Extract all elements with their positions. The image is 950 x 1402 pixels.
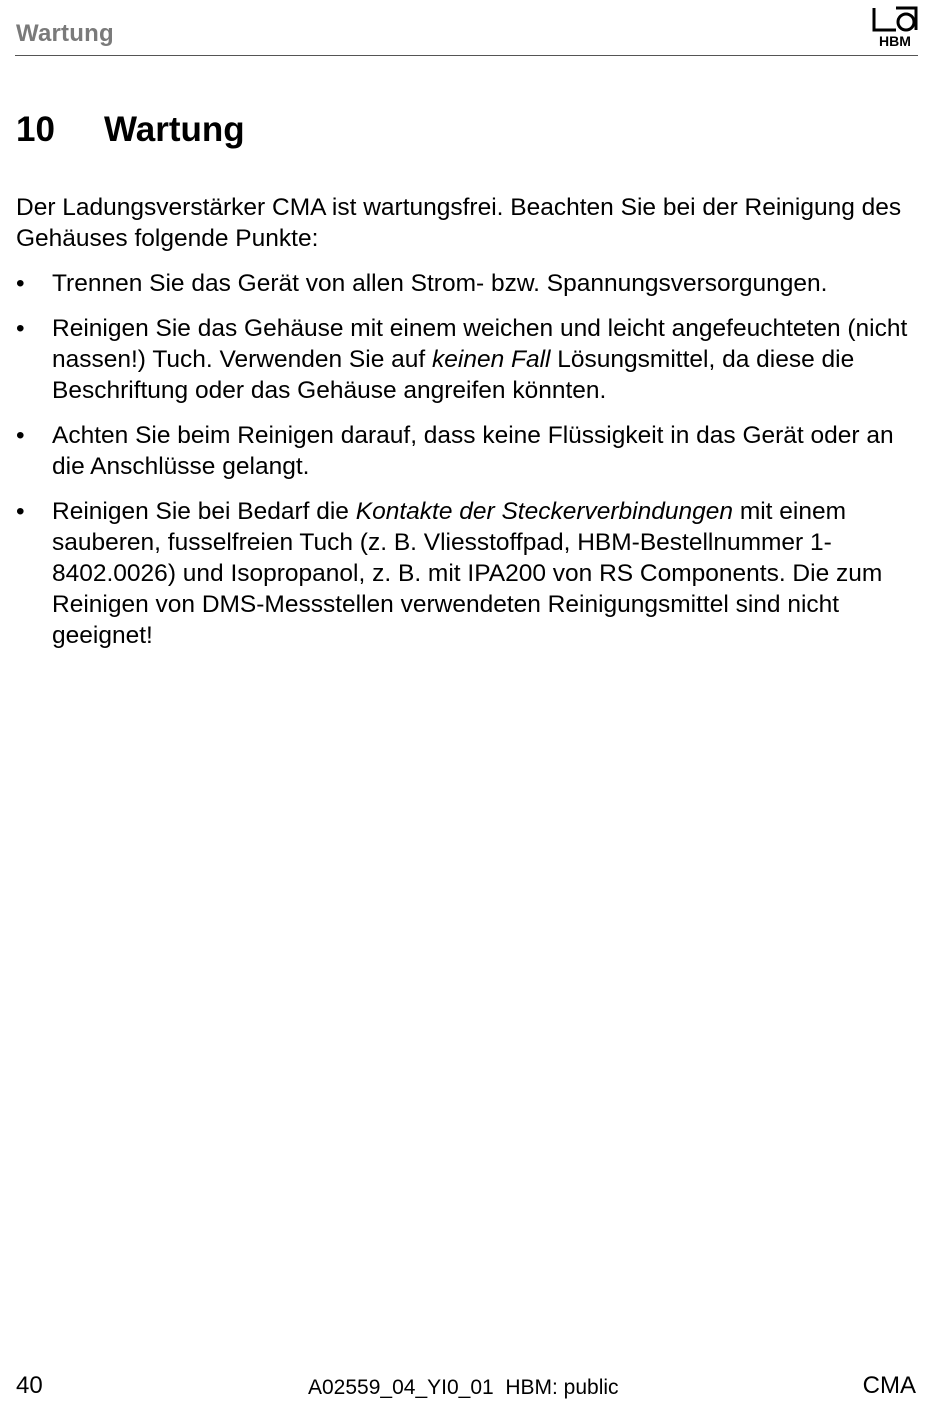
list-item-text: Reinigen Sie bei Bedarf die [52, 498, 356, 525]
list-item-text: mit einem sauberen, fusselfreien Tuch (z. B. Vliesstoffpad, HBM-Bestellnummer 1-8402.0026) und Isopropanol, z. B. mit IPA200 von RS Components. Die zum Reinigen von DMS-Messstellen verwendeten Reinigungsmittel sind nicht geeignet! [52, 498, 883, 649]
bullet-icon: • [16, 422, 25, 449]
footer-page-number: 40 [16, 1372, 43, 1399]
chapter-number: 10 [16, 110, 55, 149]
footer-product-name: CMA [862, 1372, 916, 1399]
maintenance-list [16, 268, 911, 651]
hbm-logo-symbol-icon [874, 8, 916, 30]
list-item-emphasis: Kontakte der Steckerverbindungen [355, 498, 734, 525]
bullet-icon: • [16, 315, 25, 342]
hbm-logo [872, 6, 918, 48]
hbm-logo-text: HBM [879, 33, 911, 48]
chapter-heading [16, 110, 245, 150]
list-item [16, 496, 911, 651]
header-divider [15, 55, 918, 56]
list-item [16, 268, 911, 299]
list-item [16, 420, 911, 482]
list-item-text: Trennen Sie das Gerät von allen Strom- bzw. Spannungsversorgungen. [52, 270, 828, 297]
list-item-text: Lösungsmittel, da diese die Beschriftung oder das Gehäuse angreifen könnten. [52, 346, 855, 404]
list-item-text: Achten Sie beim Reinigen darauf, dass keine Flüssigkeit in das Gerät oder an die Anschlüsse gelangt. [52, 422, 894, 480]
bullet-icon: • [16, 498, 25, 525]
chapter-title: Wartung [104, 110, 245, 149]
intro-paragraph: Der Ladungsverstärker CMA ist wartungsfrei. Beachten Sie bei der Reinigung des Gehäuses folgende Punkte: [16, 194, 902, 252]
list-item-text: Reinigen Sie das Gehäuse mit einem weichen und leicht angefeuchteten (nicht nassen!) Tuch. Verwenden Sie auf [52, 315, 908, 373]
header-section-title: Wartung [16, 20, 114, 47]
footer-document-id: A02559_04_YI0_01 HBM: public [308, 1376, 619, 1399]
list-item [16, 313, 911, 406]
main-content [16, 192, 911, 665]
list-item-emphasis: keinen Fall [432, 346, 551, 373]
bullet-icon: • [16, 270, 25, 297]
